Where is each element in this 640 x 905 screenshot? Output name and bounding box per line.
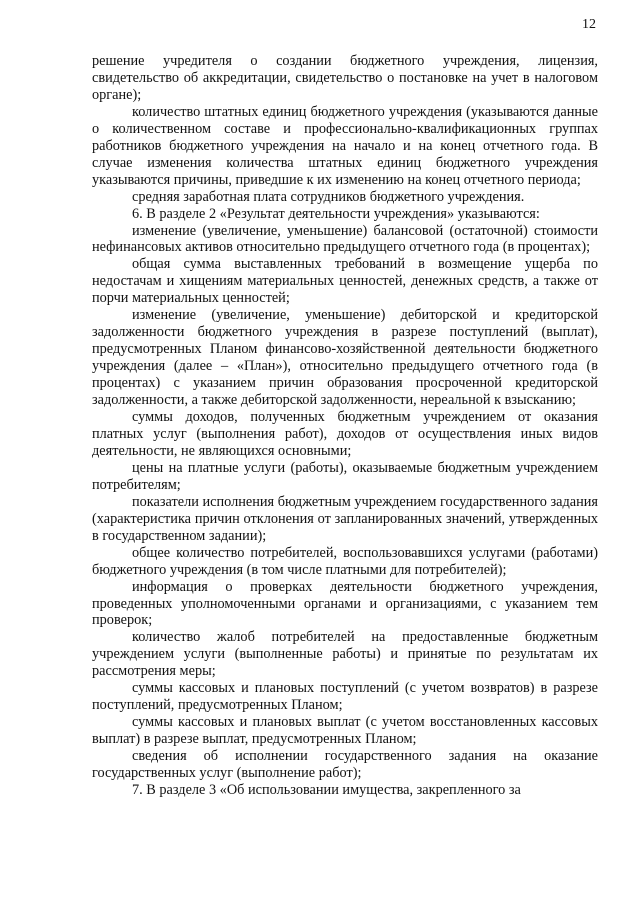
paragraph: суммы кассовых и плановых выплат (с учетом восстановленных кассовых выплат) в разрезе выплат, предусмотренных Планом;: [92, 714, 598, 748]
body-text: [92, 53, 598, 799]
paragraph: суммы доходов, полученных бюджетным учреждением от оказания платных услуг (выполнения работ), доходов от осуществления иных видов деятельности, не являющихся основными;: [92, 409, 598, 459]
paragraph: изменение (увеличение, уменьшение) дебиторской и кредиторской задолженности бюджетного учреждения в разрезе поступлений (выплат), предусмотренных Планом финансово-хозяйственной деятельности бюджетного учреждения (далее – «План»), относительно предыдущего отчетного года (в процентах) с указанием причин образования просроченной кредиторской задолженности, а также дебиторской задолженности, нереальной к взысканию;: [92, 307, 598, 409]
paragraph: количество штатных единиц бюджетного учреждения (указываются данные о количественном составе и профессионально-квалификационных группах работников бюджетного учреждения на начало и на конец отчетного года. В случае изменения количества штатных единиц бюджетного учреждения указываются причины, приведшие к их изменению на конец отчетного периода;: [92, 103, 598, 188]
paragraph: количество жалоб потребителей на предоставленные бюджетным учреждением услуги (выполненные работы) и принятые по результатам их рассмотрения меры;: [92, 629, 598, 680]
paragraph: общая сумма выставленных требований в возмещение ущерба по недостачам и хищениям материальных ценностей, денежных средств, а также от порчи материальных ценностей;: [92, 256, 598, 307]
paragraph: средняя заработная плата сотрудников бюджетного учреждения.: [132, 188, 525, 205]
paragraph: 7. В разделе 3 «Об использовании имущества, закрепленного за: [132, 781, 521, 798]
page-number: 12: [582, 17, 596, 32]
paragraph: 6. В разделе 2 «Результат деятельности учреждения» указываются:: [132, 205, 540, 222]
paragraph: общее количество потребителей, воспользовавшихся услугами (работами) бюджетного учреждения (в том числе платными для потребителей);: [92, 544, 598, 578]
paragraph: показатели исполнения бюджетным учреждением государственного задания (характеристика причин отклонения от запланированных значений, утвержденных в государственном задании);: [92, 493, 598, 544]
paragraph: суммы кассовых и плановых поступлений (с учетом возвратов) в разрезе поступлений, предусмотренных Планом;: [92, 680, 598, 714]
paragraph: сведения об исполнении государственного задания на оказание государственных услуг (выполнение работ);: [92, 748, 598, 782]
paragraph: цены на платные услуги (работы), оказываемые бюджетным учреждением потребителям;: [92, 459, 598, 493]
paragraph: изменение (увеличение, уменьшение) балансовой (остаточной) стоимости нефинансовых активов относительно предыдущего отчетного года (в процентах);: [92, 222, 598, 256]
paragraph: решение учредителя о создании бюджетного учреждения, лицензия, свидетельство об аккредитации, свидетельство о постановке на учет в налоговом органе);: [92, 53, 598, 103]
paragraph: информация о проверках деятельности бюджетного учреждения, проведенных уполномоченными органами и организациями, с указанием тем проверок;: [92, 578, 598, 629]
